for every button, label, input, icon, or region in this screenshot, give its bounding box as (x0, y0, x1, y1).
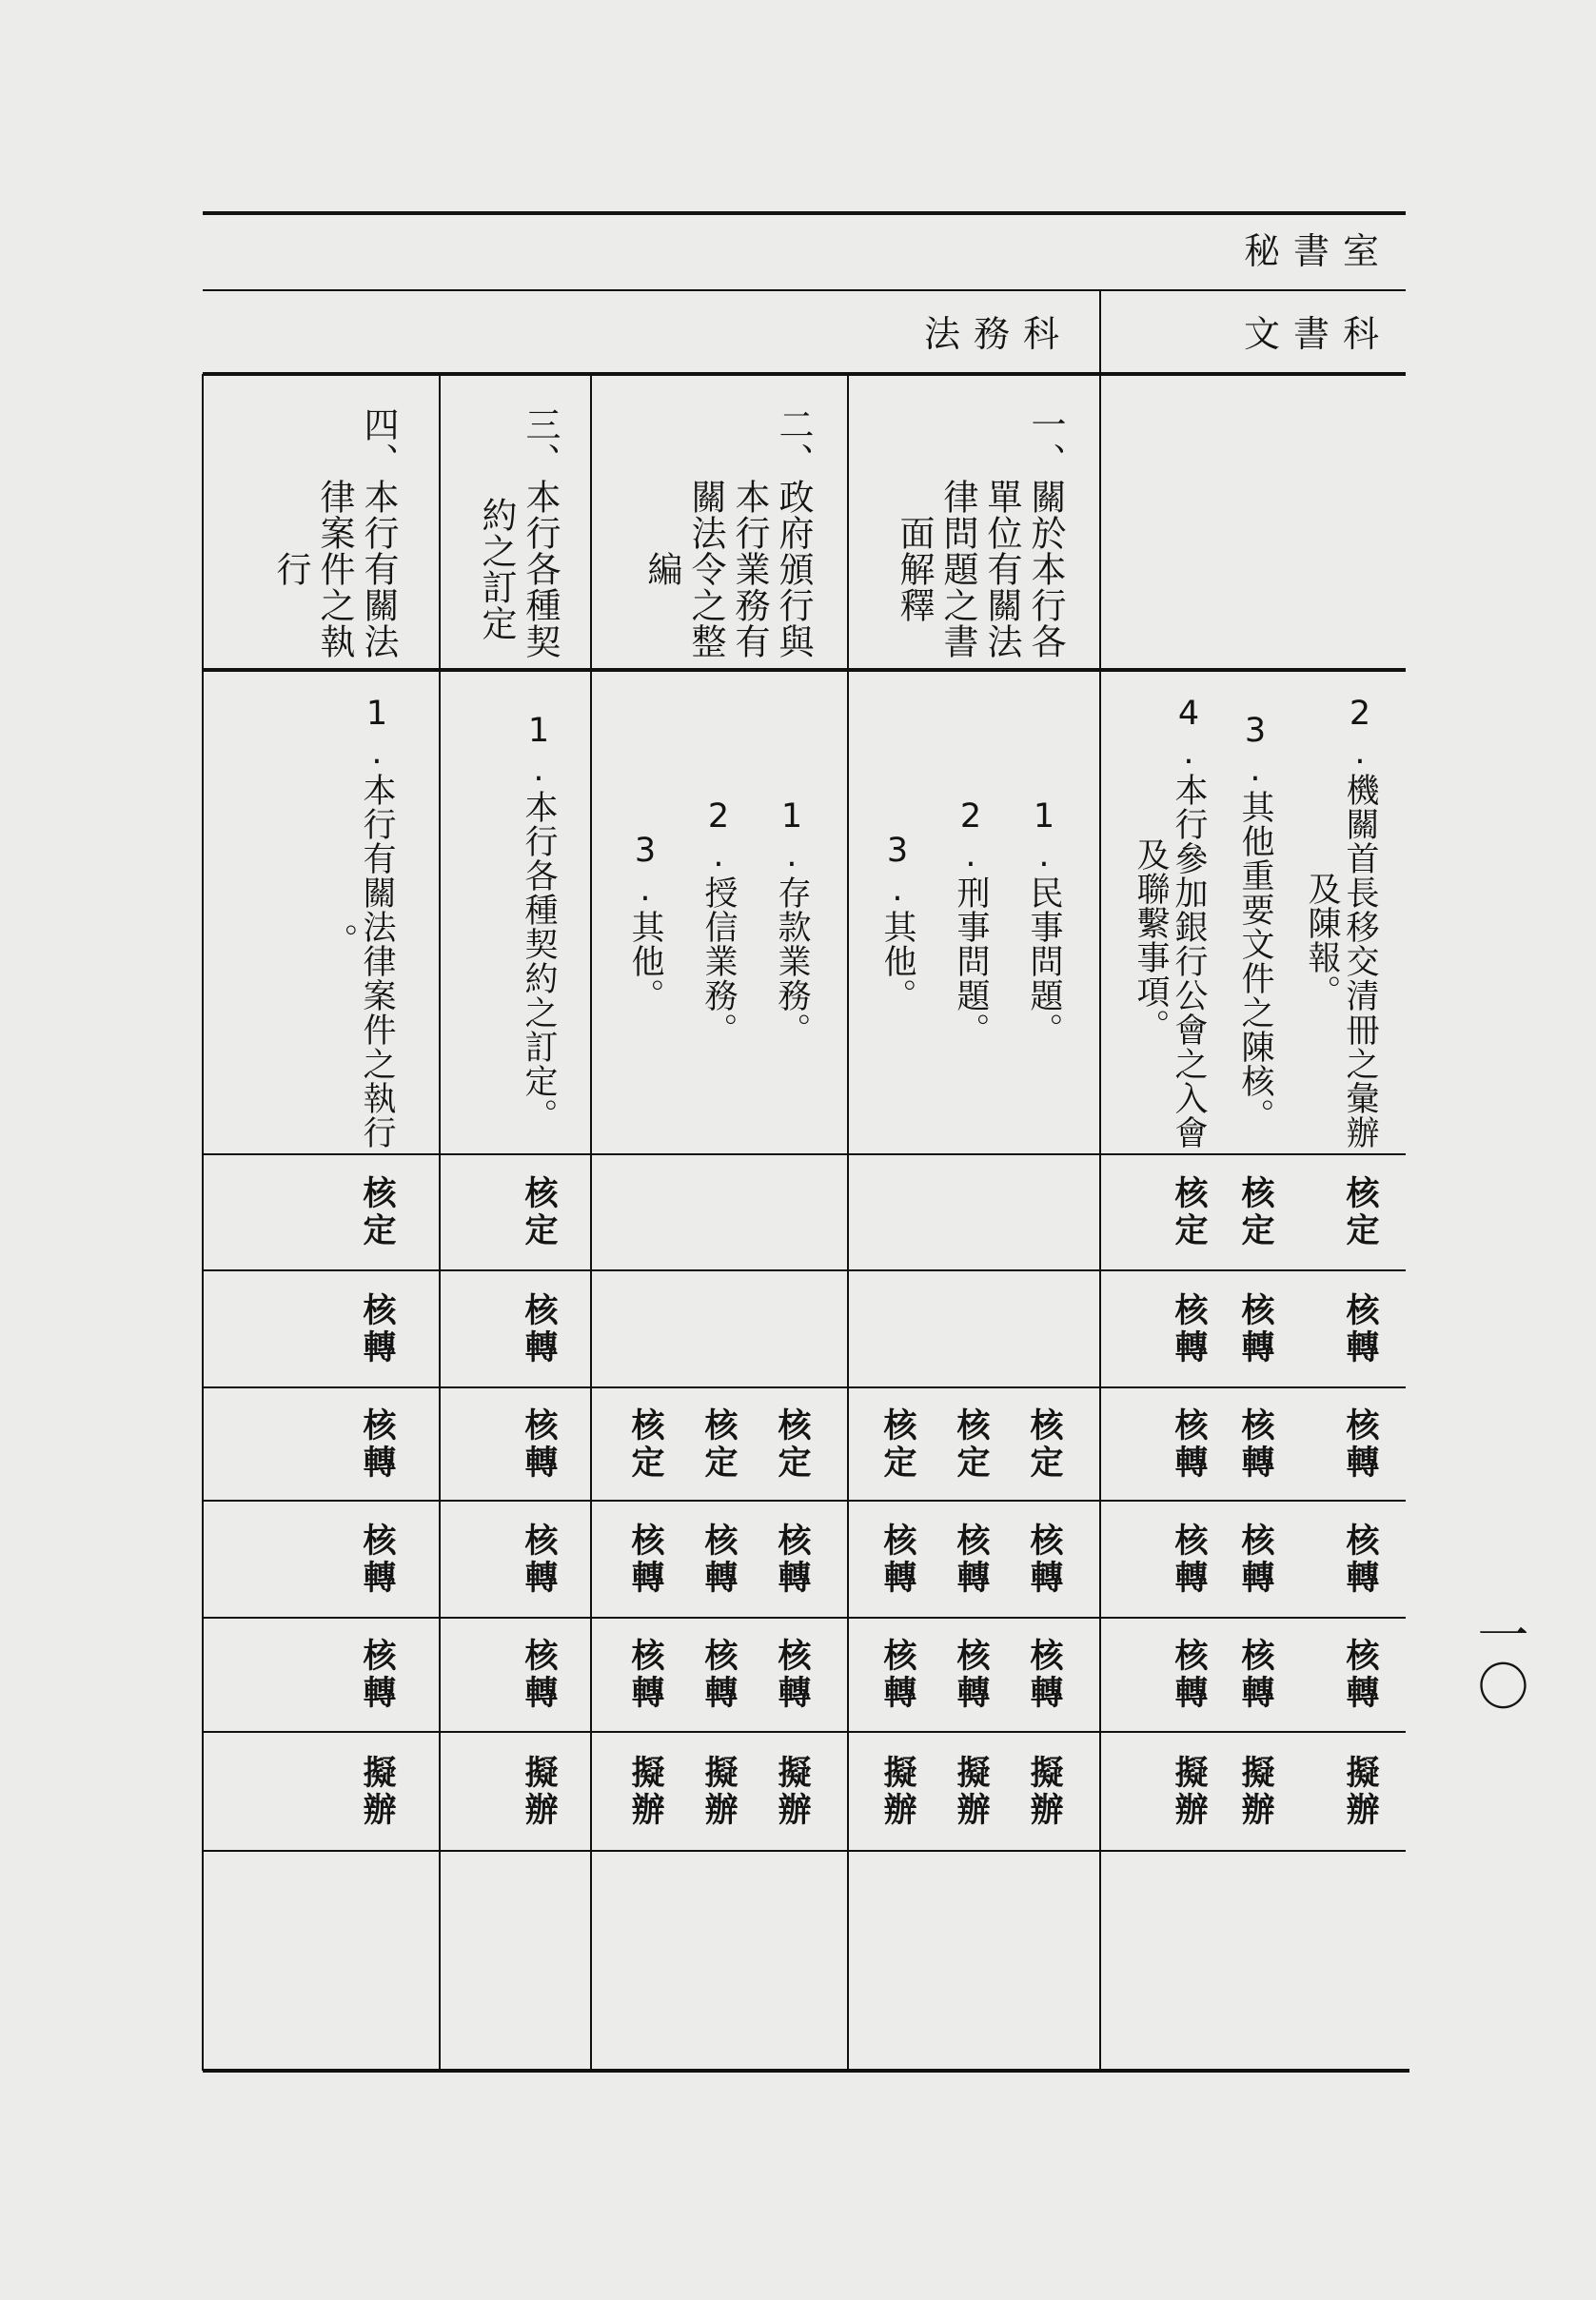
action-label: 核定 (878, 1406, 916, 1482)
duty-item (1300, 691, 1379, 1153)
office-title: 秘書室 (1243, 230, 1392, 272)
action-label: 核轉 (878, 1638, 916, 1712)
action-label: 核定 (952, 1406, 990, 1482)
action-label: 核轉 (699, 1522, 738, 1597)
action-group (1300, 1291, 1379, 1366)
action-label: 核轉 (358, 1291, 396, 1366)
duty-item-line: 3.其他重要文件之陳核。 (1236, 712, 1274, 1132)
header-text-line: 行 (270, 550, 311, 587)
duty-item-line: 3.其他。 (878, 832, 916, 1012)
action-cell-legal-3 (440, 1618, 591, 1732)
action-label: 擬辦 (952, 1754, 990, 1829)
items-cell-legal-1 (848, 672, 1100, 1153)
action-cell-legal-2 (591, 1851, 848, 2070)
header-text-line: 關法令之整 (685, 478, 726, 659)
action-cell-legal-1 (848, 1618, 1100, 1732)
action-cell-legal-4 (203, 1618, 440, 1732)
action-group (517, 1754, 558, 1829)
duty-item (1233, 691, 1274, 1153)
action-label: 擬辦 (878, 1754, 916, 1829)
action-cell-legal-1 (848, 1851, 1100, 2070)
action-group (1129, 1175, 1208, 1249)
action-label: 核轉 (1025, 1638, 1063, 1712)
action-group (1233, 1754, 1274, 1829)
action-label: 核轉 (1236, 1638, 1274, 1712)
duty-item (317, 691, 396, 1153)
action-label: 核轉 (1170, 1638, 1208, 1712)
action-cell-documents (1100, 1851, 1406, 2070)
duty-item (949, 691, 990, 1153)
header-text-line: 三、本行各種契 (520, 405, 561, 659)
duty-item (876, 691, 914, 1153)
action-group (876, 1638, 914, 1712)
action-group (517, 1406, 558, 1482)
header-text-line: 律問題之書 (937, 478, 978, 659)
duty-item-line: 4.本行參加銀行公會之入會 (1170, 695, 1208, 1150)
action-label: 核轉 (773, 1522, 811, 1597)
action-label: 核轉 (952, 1522, 990, 1597)
action-label: 核定 (1236, 1175, 1274, 1249)
action-group (876, 1755, 914, 1829)
action-label: 核轉 (1236, 1291, 1274, 1366)
action-label: 核轉 (1170, 1406, 1208, 1482)
action-group (697, 1406, 738, 1482)
duty-item (623, 691, 664, 1153)
action-group (1022, 1522, 1063, 1597)
action-cell-legal-2 (591, 1387, 848, 1501)
action-label: 核轉 (1341, 1406, 1379, 1482)
action-label: 擬辦 (773, 1754, 811, 1829)
action-label: 核轉 (1341, 1522, 1379, 1597)
action-label: 核轉 (358, 1638, 396, 1712)
action-label: 核轉 (773, 1638, 811, 1712)
action-label: 擬辦 (358, 1754, 396, 1829)
top-rule (203, 211, 1406, 215)
duty-item-line: 1.存款業務。 (773, 797, 811, 1047)
action-group (623, 1406, 664, 1482)
action-cell-legal-3 (440, 1270, 591, 1387)
action-group (1300, 1638, 1379, 1712)
action-group (1022, 1406, 1063, 1482)
action-group (1129, 1291, 1208, 1366)
action-cell-legal-2 (591, 1618, 848, 1732)
duty-item (1129, 691, 1208, 1153)
office-row-rule (203, 289, 1406, 291)
duty-item-line: 及陳報。 (1303, 872, 1341, 1009)
division-documents-title: 文書科 (1243, 313, 1392, 355)
action-cell-legal-4 (203, 1851, 440, 2070)
action-group (1129, 1638, 1208, 1712)
action-label: 核轉 (520, 1406, 558, 1482)
duty-item-line: 2.授信業務。 (699, 797, 738, 1047)
action-label: 核轉 (1170, 1522, 1208, 1597)
action-cell-legal-1 (848, 1732, 1100, 1851)
duty-item-line: 1.民事問題。 (1025, 797, 1063, 1047)
action-cell-legal-4 (203, 1270, 440, 1387)
action-label: 核轉 (1341, 1291, 1379, 1366)
action-group (876, 1407, 914, 1482)
action-cell-documents (1100, 1270, 1406, 1387)
action-label: 核轉 (1170, 1291, 1208, 1366)
items-cell-documents (1100, 672, 1406, 1153)
action-cell-legal-2 (591, 1270, 848, 1387)
action-group (317, 1522, 396, 1597)
action-group (770, 1406, 811, 1482)
action-group (517, 1638, 558, 1712)
header-cell-legal-2 (591, 376, 848, 668)
action-group (697, 1638, 738, 1712)
action-label: 核定 (773, 1406, 811, 1482)
action-label: 核轉 (1236, 1522, 1274, 1597)
action-group (517, 1522, 558, 1597)
action-label: 核轉 (358, 1522, 396, 1597)
header-cell-legal-3 (440, 376, 591, 668)
action-label: 核定 (358, 1175, 396, 1249)
duty-item-line: 2.刑事問題。 (952, 797, 990, 1047)
header-text-line: 二、政府頒行與 (773, 405, 814, 659)
items-cell-legal-4 (203, 672, 440, 1153)
header-text-line: 編 (641, 550, 682, 587)
action-label: 核轉 (626, 1638, 664, 1712)
duty-item-line: 。 (320, 923, 358, 957)
header-cell-legal-1 (848, 376, 1100, 668)
action-group (317, 1406, 396, 1482)
action-cell-legal-1 (848, 1501, 1100, 1618)
action-label: 核定 (1341, 1175, 1379, 1249)
action-group (1300, 1522, 1379, 1597)
duty-item-line: 3.其他。 (626, 832, 664, 1012)
action-group (697, 1754, 738, 1829)
action-cell-legal-4 (203, 1732, 440, 1851)
division-legal-title: 法務科 (923, 313, 1073, 355)
action-cell-legal-2 (591, 1501, 848, 1618)
action-group (317, 1638, 396, 1712)
duty-item (517, 691, 558, 1153)
action-cell-documents (1100, 1618, 1406, 1732)
duty-item-line: 及聯繫事項。 (1132, 837, 1170, 1043)
action-cell-documents (1100, 1732, 1406, 1851)
action-label: 核轉 (520, 1291, 558, 1366)
action-label: 核定 (626, 1406, 664, 1482)
action-cell-legal-4 (203, 1154, 440, 1270)
action-group (1022, 1638, 1063, 1712)
action-group (317, 1754, 396, 1829)
action-cell-legal-1 (848, 1387, 1100, 1501)
action-label: 擬辦 (520, 1754, 558, 1829)
header-text-line: 本行業務有 (729, 478, 770, 659)
action-label: 擬辦 (1025, 1754, 1063, 1829)
action-cell-legal-3 (440, 1501, 591, 1618)
action-group (623, 1522, 664, 1597)
action-cell-documents (1100, 1154, 1406, 1270)
action-group (623, 1754, 664, 1829)
action-label: 核轉 (1236, 1406, 1274, 1482)
action-label: 核轉 (626, 1522, 664, 1597)
action-group (876, 1523, 914, 1597)
header-text-line: 四、本行有關法 (358, 405, 399, 659)
action-label: 核定 (699, 1406, 738, 1482)
action-group (623, 1638, 664, 1712)
action-group (1129, 1406, 1208, 1482)
header-text-line: 面解釋 (894, 514, 935, 623)
header-text-line: 約之訂定 (476, 496, 517, 641)
action-group (517, 1291, 558, 1366)
action-label: 核定 (1170, 1175, 1208, 1249)
action-label: 擬辦 (1236, 1754, 1274, 1829)
action-cell-legal-1 (848, 1270, 1100, 1387)
action-label: 擬辦 (1170, 1754, 1208, 1829)
action-group (770, 1754, 811, 1829)
action-label: 核轉 (520, 1522, 558, 1597)
duty-item (697, 691, 738, 1153)
page-number: 一〇 (1469, 1608, 1529, 1711)
action-cell-documents (1100, 1387, 1406, 1501)
header-cell-legal-4 (203, 376, 440, 668)
action-group (1233, 1522, 1274, 1597)
action-group (1022, 1754, 1063, 1829)
action-cell-legal-1 (848, 1154, 1100, 1270)
action-label: 擬辦 (699, 1754, 738, 1829)
action-group (949, 1522, 990, 1597)
action-label: 擬辦 (1341, 1754, 1379, 1829)
action-cell-legal-3 (440, 1154, 591, 1270)
action-label: 核轉 (1341, 1638, 1379, 1712)
action-group (1300, 1754, 1379, 1829)
action-group (770, 1638, 811, 1712)
action-group (1233, 1406, 1274, 1482)
duty-item-line: 2.機關首長移交清冊之彙辦 (1341, 695, 1379, 1150)
action-group (1233, 1638, 1274, 1712)
action-label: 核定 (520, 1175, 558, 1249)
action-cell-legal-2 (591, 1732, 848, 1851)
action-group (1233, 1175, 1274, 1249)
action-cell-legal-2 (591, 1154, 848, 1270)
duty-item (770, 691, 811, 1153)
items-cell-legal-3 (440, 672, 591, 1153)
action-group (949, 1754, 990, 1829)
action-group (770, 1522, 811, 1597)
header-text-line: 單位有關法 (981, 478, 1022, 659)
action-label: 核轉 (520, 1638, 558, 1712)
header-cell-documents (1100, 376, 1406, 668)
action-group (1129, 1522, 1208, 1597)
action-group (1233, 1291, 1274, 1366)
action-group (949, 1638, 990, 1712)
action-label: 核轉 (1025, 1522, 1063, 1597)
action-cell-legal-4 (203, 1501, 440, 1618)
action-group (697, 1522, 738, 1597)
action-label: 核轉 (952, 1638, 990, 1712)
action-label: 核轉 (699, 1638, 738, 1712)
action-group (317, 1291, 396, 1366)
header-text-line: 一、關於本行各 (1025, 405, 1066, 659)
action-group (1129, 1754, 1208, 1829)
action-cell-legal-4 (203, 1387, 440, 1501)
items-cell-legal-2 (591, 672, 848, 1153)
action-label: 核轉 (878, 1522, 916, 1597)
action-label: 核定 (1025, 1406, 1063, 1482)
action-cell-legal-3 (440, 1732, 591, 1851)
action-group (1300, 1406, 1379, 1482)
action-label: 核轉 (358, 1406, 396, 1482)
action-group (949, 1406, 990, 1482)
header-text-line: 律案件之執 (314, 478, 355, 659)
action-cell-legal-3 (440, 1851, 591, 2070)
duty-item-line: 1.本行各種契約之訂定。 (520, 712, 558, 1132)
action-label: 擬辦 (626, 1754, 664, 1829)
duty-item (1022, 691, 1063, 1153)
action-group (317, 1175, 396, 1249)
action-group (1300, 1175, 1379, 1249)
action-group (517, 1175, 558, 1249)
action-cell-legal-3 (440, 1387, 591, 1501)
duty-item-line: 1.本行有關法律案件之執行 (358, 695, 396, 1150)
action-cell-documents (1100, 1501, 1406, 1618)
